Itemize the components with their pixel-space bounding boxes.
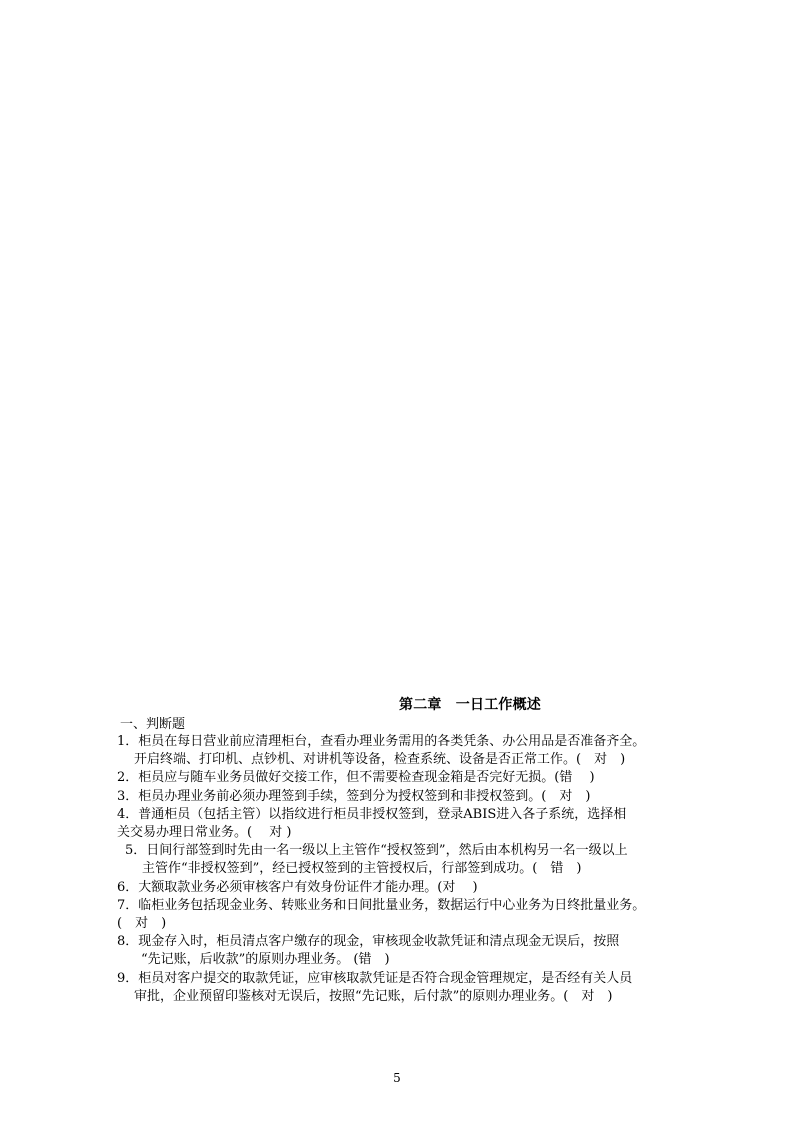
section-heading: 一、判断题	[120, 717, 186, 732]
question-line: 3．柜员办理业务前必须办理签到手续，签到分为授权签到和非授权签到。( 对 )	[117, 788, 591, 804]
question-line: “先记账，后收款”的原则办理业务。 (错 )	[141, 952, 390, 968]
question-line: 关交易办理日常业务。( 对 )	[117, 825, 292, 841]
question-line: 8．现金存入时，柜员清点客户缴存的现金，审核现金收款凭证和清点现金无误后，按照	[117, 934, 620, 950]
question-line: 4．普通柜员（包括主管）以指纹进行柜员非授权签到，登录ABIS进入各子系统，选择相	[117, 806, 627, 822]
question-2	[117, 769, 717, 787]
question-line: 1．柜员在每日营业前应清理柜台，查看办理业务需用的各类凭条、办公用品是否准备齐全。	[117, 734, 646, 749]
question-3	[117, 788, 717, 806]
chapter-title: 第二章 一日工作概述	[399, 697, 541, 713]
question-list	[117, 733, 717, 1006]
question-line: 7．临柜业务包括现金业务、转账业务和日间批量业务，数据运行中心业务为日终批量业务。	[117, 897, 646, 913]
question-4	[117, 806, 717, 842]
question-5	[117, 842, 717, 878]
question-line: 开启终端、打印机、点钞机、对讲机等设备，检查系统、设备是否正常工作。( 对 )	[134, 752, 626, 768]
question-line: ( 对 )	[117, 916, 167, 932]
question-line: 主管作“非授权签到”，经已授权签到的主管授权后，行部签到成功。( 错 )	[142, 861, 582, 877]
question-9	[117, 970, 717, 1006]
question-line: 2．柜员应与随车业务员做好交接工作，但不需要检查现金箱是否完好无损。(错 )	[117, 770, 595, 786]
question-6	[117, 879, 717, 897]
question-line: 9．柜员对客户提交的取款凭证，应审核取款凭证是否符合现金管理规定，是否经有关人员	[117, 970, 633, 986]
question-1	[117, 733, 717, 769]
question-line: 6．大额取款业务必须审核客户有效身份证件才能办理。(对 )	[117, 879, 478, 895]
page-number: 5	[393, 1071, 401, 1085]
question-8	[117, 933, 717, 969]
question-7	[117, 897, 717, 933]
question-line: 审批，企业预留印鉴核对无误后，按照“先记账，后付款”的原则办理业务。( 对 )	[134, 988, 613, 1004]
question-line: 5．日间行部签到时先由一名一级以上主管作“授权签到”，然后由本机构另一名一级以上	[125, 843, 628, 859]
